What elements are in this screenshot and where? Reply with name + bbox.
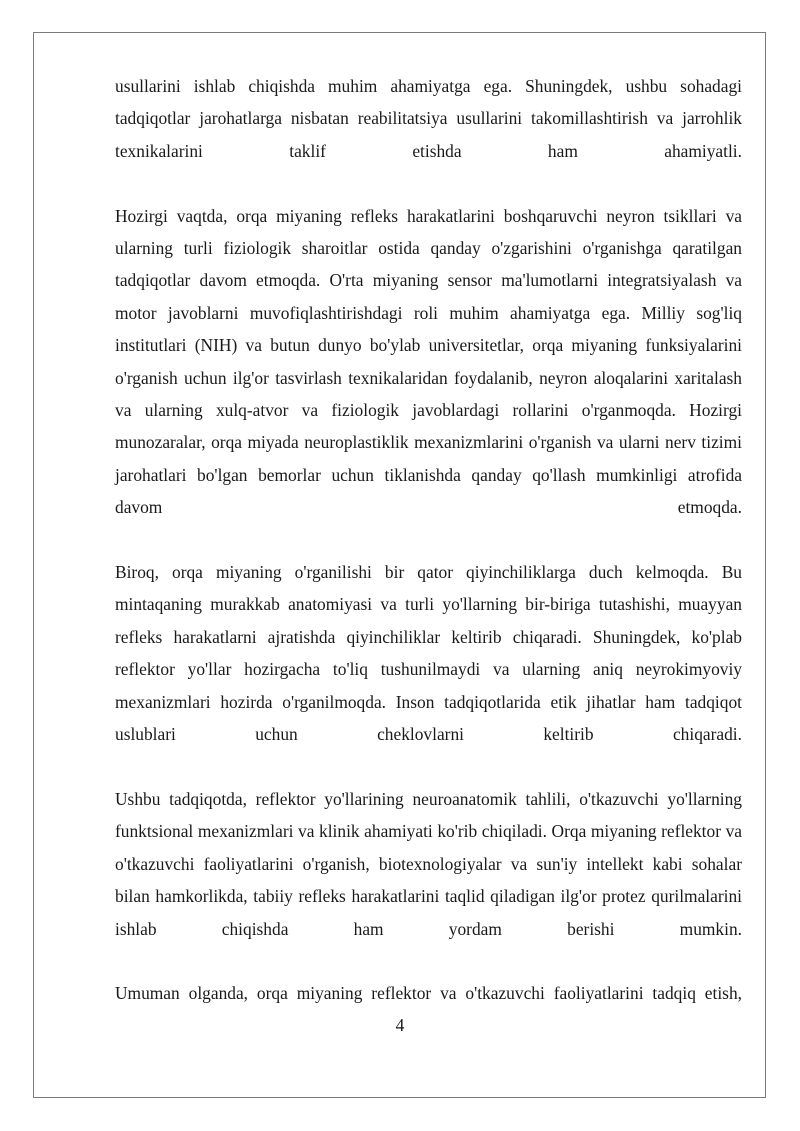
paragraph-2: Hozirgi vaqtda, orqa miyaning refleks harakatlarini boshqaruvchi neyron tsikllari va ularning turli fiziologik sharoitlar ostida qanday o'zgarishini o'rganishga qaratilgan tadqiqotlar davom etmoqda. O'rta miyaning sensor ma'lumotlarni integratsiyalash va motor javoblarni muvofiqlashtirishdagi roli muhim ahamiyatga ega. Milliy sog'liq institutlari (NIH) va butun dunyo bo'ylab universitetlar, orqa miyaning funksiyalarini o'rganish uchun ilg'or tasvirlash texnikalaridan foydalanib, neyron aloqalarini xaritalash va ularning xulq-atvor va fiziologik javoblardagi rollarini o'rganmoqda. Hozirgi munozaralar, orqa miyada neuroplastiklik mexanizmlarini o'rganish va ularni nerv tizimi jarohatlari bo'lgan bemorlar uchun tiklanishda qanday qo'llash mumkinligi atrofida davom etmoqda. [115,205,742,518]
paragraph-3: Biroq, orqa miyaning o'rganilishi bir qator qiyinchiliklarga duch kelmoqda. Bu mintaqaning murakkab anatomiyasi va turli yo'llarning bir-biriga tutashishi, muayyan refleks harakatlarni ajratishda qiyinchiliklar keltirib chiqaradi. Shuningdek, ko'plab reflektor yo'llar hozirgacha to'liq tushunilmaydi va ularning aniq neyrokimyoviy mexanizmlari hozirda o'rganilmoqda. Inson tadqiqotlarida etik jihatlar ham tadqiqot uslublari uchun cheklovlarni keltirib chiqaradi. [115,562,742,745]
paragraph-spacer [115,524,742,556]
paragraph-spacer [115,167,742,199]
page-number: 4 [395,1015,405,1035]
paragraph-4: Ushbu tadqiqotda, reflektor yo'llarining neuroanatomik tahlili, o'tkazuvchi yo'llarning funktsional mexanizmlari va klinik ahamiyati ko'rib chiqiladi. Orqa miyaning reflektor va o'tkazuvchi faoliyatlarini o'rganish, biotexnologiyalar va sun'iy intellekt kabi sohalar bilan hamkorlikda, tabiiy refleks harakatlarini taqlid qiladigan ilg'or protez qurilmalarini ishlab chiqishda ham yordam berishi mumkin. [115,788,742,939]
paragraph-5: Umuman olganda, orqa miyaning reflektor va o'tkazuvchi faoliyatlarini tadqiq etish, [115,983,742,1004]
paragraph-spacer [115,945,742,977]
document-body [115,70,742,1010]
paragraph-spacer [115,751,742,783]
paragraph-1: usullarini ishlab chiqishda muhim ahamiyatga ega. Shuningdek, ushbu sohadagi tadqiqotlar jarohatlarga nisbatan reabilitatsiya usullarini takomillashtirish va jarrohlik texnikalarini taklif etishda ham ahamiyatli. [115,76,742,161]
